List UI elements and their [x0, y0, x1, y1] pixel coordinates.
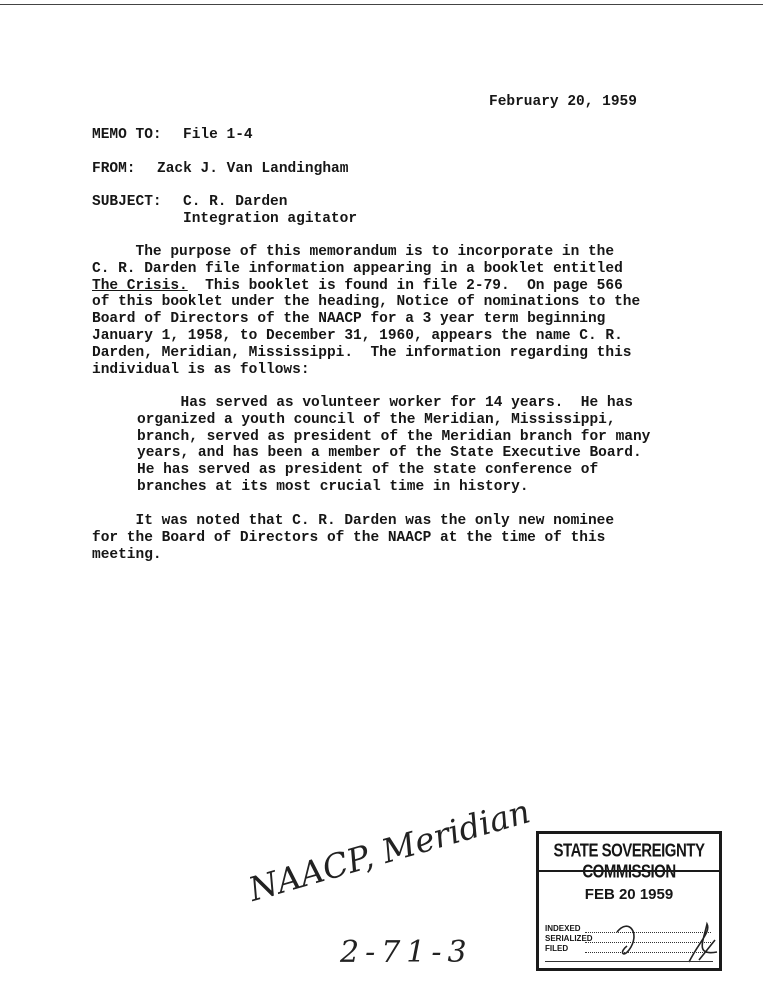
memo-to-label: MEMO TO: [92, 127, 162, 143]
paragraph-1 [92, 244, 640, 378]
memo-subject-label: SUBJECT: [92, 194, 162, 210]
p1-line: Board of Directors of the NAACP for a 3 year term beginning [92, 311, 606, 328]
stamp-date: FEB 20 1959 [584, 886, 674, 903]
p2-line: It was noted that C. R. Darden was the only new nominee [92, 513, 615, 529]
quote-line: He has served as president of the state conference of [137, 462, 599, 479]
p1-line: of this booklet under the heading, Notice of nominations to the [92, 294, 641, 311]
top-edge-line [0, 4, 763, 5]
crisis-title: The Crisis. [92, 277, 188, 294]
quote-line: Has served as volunteer worker for 14 years. He has [137, 395, 633, 411]
quote-line: organized a youth council of the Meridian, Mississippi, [137, 411, 616, 428]
p1-line: The purpose of this memorandum is to incorporate in the [92, 244, 615, 260]
p2-line: for the Board of Directors of the NAACP at the time of this [92, 529, 606, 546]
handwritten-file-number: 2-71-3 [340, 935, 473, 970]
p1-line: This booklet is found in file 2-79. On page 566 [187, 277, 623, 294]
memo-to-value: File 1-4 [183, 127, 253, 143]
stamp-serialized-label: SERIALIZED [545, 934, 593, 943]
memo-date: February 20, 1959 [489, 94, 637, 110]
memo-subject-line1: C. R. Darden [183, 194, 288, 210]
paragraph-2 [92, 513, 614, 563]
quote-line: years, and has been a member of the State Executive Board. [137, 445, 642, 462]
memo-from-label: FROM: [92, 161, 136, 177]
stamp-divider [539, 870, 719, 872]
stamp-bottom-rule [545, 961, 713, 962]
quote-line: branch, served as president of the Meridian branch for many [137, 428, 651, 445]
stamp-title: STATE SOVEREIGNTY COMMISSION [553, 840, 705, 883]
p1-line: C. R. Darden file information appearing in a booklet entitled [92, 260, 623, 277]
quote-line: branches at its most crucial time in history. [137, 478, 529, 495]
memo-from-value: Zack J. Van Landingham [157, 161, 349, 177]
quoted-paragraph [137, 395, 650, 496]
p1-line: individual is as follows: [92, 361, 310, 378]
handwritten-annotation: NAACP, Meridian [244, 791, 535, 909]
stamp-filed-label: FILED [545, 944, 569, 953]
p1-line: Darden, Meridian, Mississippi. The information regarding this [92, 344, 632, 361]
p1-line: January 1, 1958, to December 31, 1960, appears the name C. R. [92, 327, 623, 344]
memo-subject-line2: Integration agitator [183, 211, 358, 227]
commission-stamp [536, 831, 722, 971]
stamp-indexed-label: INDEXED [545, 924, 581, 933]
p2-line: meeting. [92, 546, 162, 563]
